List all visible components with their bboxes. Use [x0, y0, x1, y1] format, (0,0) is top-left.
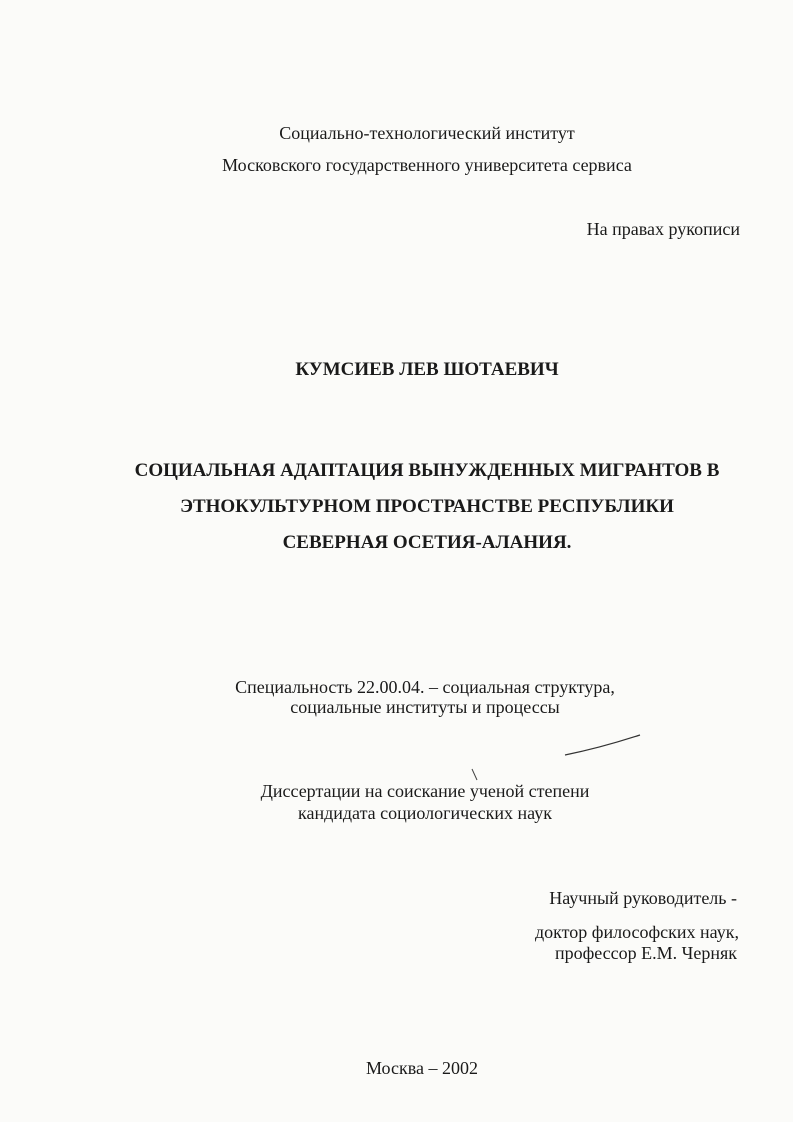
degree-line-2: кандидата социологических наук — [298, 803, 552, 823]
title-line-1: СОЦИАЛЬНАЯ АДАПТАЦИЯ ВЫНУЖДЕННЫХ МИГРАНТОВ В — [134, 460, 720, 481]
author-name: КУМСИЕВ ЛЕВ ШОТАЕВИЧ — [295, 359, 559, 380]
manuscript-note: На правах рукописи — [586, 219, 740, 239]
institution-line-2: Московского государственного университета сервиса — [222, 155, 632, 175]
title-line-3: СЕВЕРНАЯ ОСЕТИЯ-АЛАНИЯ. — [282, 532, 572, 553]
specialty-line-1: Специальность 22.00.04. – социальная структура, — [235, 677, 615, 697]
institution-line-1: Социально-технологический институт — [279, 123, 575, 143]
advisor-degree: доктор философских наук, — [535, 922, 739, 942]
advisor-name: профессор Е.М. Черняк — [554, 943, 737, 963]
degree-line-1: Диссертации на соискание ученой степени — [260, 781, 590, 801]
pen-stroke-mark — [560, 730, 650, 760]
pen-tick-mark — [470, 768, 480, 782]
title-line-2: ЭТНОКУЛЬТУРНОМ ПРОСТРАНСТВЕ РЕСПУБЛИКИ — [180, 496, 674, 517]
advisor-label: Научный руководитель - — [549, 888, 737, 908]
specialty-line-2: социальные институты и процессы — [290, 697, 560, 717]
city-year: Москва – 2002 — [366, 1058, 478, 1078]
